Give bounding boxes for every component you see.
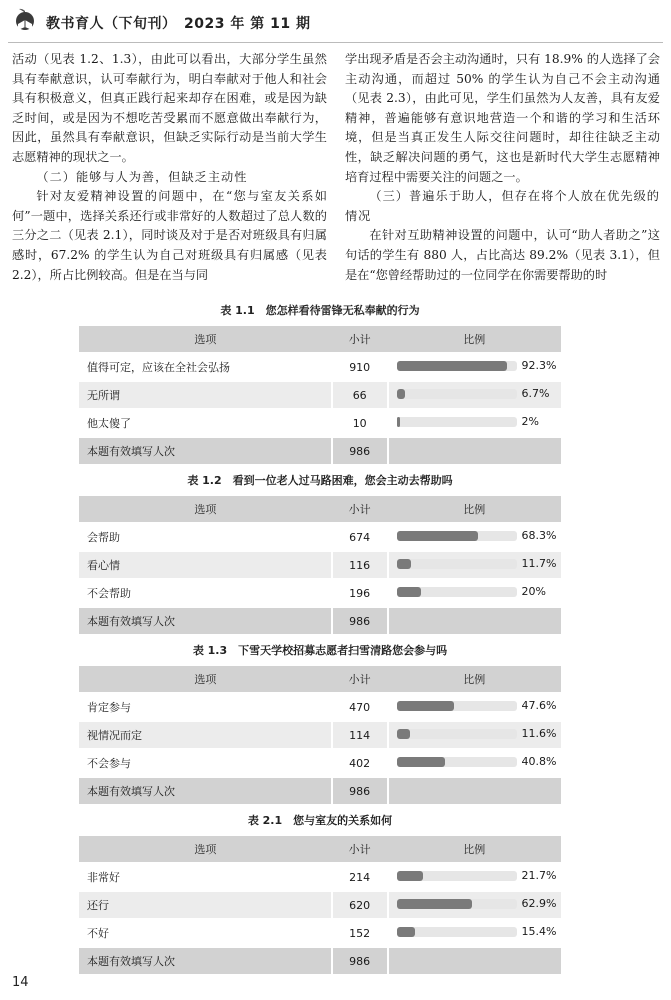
ratio-cell [388, 863, 562, 891]
survey-table-block [79, 302, 561, 466]
table-caption: 表 1.2 看到一位老人过马路困难，您会主动去帮助吗 [187, 474, 453, 487]
table-total-row [79, 777, 561, 805]
count-cell: 66 [332, 381, 388, 409]
option-cell: 非常好 [79, 863, 332, 891]
percent-label: 40.8% [521, 755, 557, 768]
table-row [79, 381, 561, 409]
progress-track [397, 927, 517, 937]
table-total-row [79, 607, 561, 635]
header-option: 选项 [79, 836, 332, 863]
count-cell: 10 [332, 409, 388, 437]
progress-fill [397, 559, 411, 569]
percent-label: 47.6% [521, 699, 557, 712]
option-cell: 他太傻了 [79, 409, 332, 437]
table-row [79, 579, 561, 607]
article-body [12, 50, 662, 282]
total-label: 本题有效填写人次 [79, 777, 332, 805]
progress-track [397, 757, 517, 767]
survey-table [79, 496, 561, 636]
progress-track [397, 361, 517, 371]
header-ratio: 比例 [388, 836, 562, 863]
progress-fill [397, 531, 479, 541]
journal-title: 教书育人（下旬刊） 2023 年 第 11 期 [46, 16, 311, 32]
table-header-row [79, 496, 561, 523]
progress-fill [397, 927, 415, 937]
progress-fill [397, 701, 454, 711]
table-total-row [79, 437, 561, 465]
option-cell: 不好 [79, 919, 332, 947]
left-column [12, 50, 327, 285]
progress-fill [397, 899, 472, 909]
percent-label: 11.6% [521, 727, 557, 740]
header-ratio: 比例 [388, 326, 561, 353]
page-header [8, 4, 663, 38]
total-empty-cell [388, 437, 561, 465]
progress-fill [397, 729, 411, 739]
header-ratio: 比例 [388, 666, 562, 693]
option-cell: 不会帮助 [79, 579, 332, 607]
progress-fill [397, 361, 508, 371]
header-count: 小计 [332, 836, 388, 863]
progress-fill [397, 389, 405, 399]
table-header-row [79, 666, 561, 693]
progress-track [397, 531, 517, 541]
table-header-row [79, 836, 561, 863]
section-heading: （三）普遍乐于助人，但存在将个人放在优先级的情况 [345, 189, 660, 223]
table-total-row [79, 947, 561, 975]
count-cell: 674 [332, 523, 388, 551]
option-cell: 无所谓 [79, 381, 332, 409]
percent-label: 21.7% [521, 869, 557, 882]
progress-track [397, 559, 517, 569]
paragraph: 在针对互助精神设置的问题中，认可“助人者助之”这句话的学生有 880 人，占比高达 89.2%（见表 3.1），但是在“您曾经帮助过的一位同学在你需要帮助的时 [345, 228, 660, 282]
ratio-cell [388, 919, 562, 947]
table-row [79, 863, 561, 891]
ratio-cell [388, 749, 562, 777]
table-row [79, 891, 561, 919]
survey-table-block [79, 812, 561, 976]
survey-table [79, 666, 561, 806]
total-count: 986 [332, 437, 388, 465]
ratio-cell [388, 721, 562, 749]
option-cell: 肯定参与 [79, 693, 332, 721]
option-cell: 看心情 [79, 551, 332, 579]
ratio-cell [388, 381, 561, 409]
progress-fill [397, 871, 423, 881]
ratio-cell [388, 551, 562, 579]
book-apple-logo-icon [12, 6, 38, 34]
table-row [79, 693, 561, 721]
table-row [79, 353, 561, 381]
percent-label: 92.3% [521, 359, 557, 372]
header-ratio: 比例 [388, 496, 562, 523]
survey-table [79, 836, 561, 976]
progress-track [397, 701, 517, 711]
count-cell: 910 [332, 353, 388, 381]
paragraph: 活动（见表 1.2、1.3），由此可以看出，大部分学生虽然具有奉献意识，认可奉献行为，明白奉献对于他人和社会具有积极意义，但真正践行起来却存在困难，或是因为缺乏时间，或是因为不想吃苦受累而不愿意做出奉献行为，因此，虽然具有奉献意识，但缺乏实际行动是当前大学生志愿精神的现状之一。 [12, 52, 327, 164]
percent-label: 15.4% [521, 925, 557, 938]
survey-table-block [79, 472, 561, 636]
table-caption: 表 2.1 您与室友的关系如何 [247, 814, 393, 827]
ratio-cell [388, 693, 562, 721]
right-column [345, 50, 660, 285]
page-number: 14 [12, 975, 29, 990]
percent-label: 68.3% [521, 529, 557, 542]
percent-label: 20% [521, 585, 546, 598]
total-count: 986 [332, 777, 388, 805]
count-cell: 116 [332, 551, 388, 579]
total-label: 本题有效填写人次 [79, 947, 332, 975]
percent-label: 62.9% [521, 897, 557, 910]
header-count: 小计 [332, 496, 388, 523]
option-cell: 视情况而定 [79, 721, 332, 749]
table-row [79, 523, 561, 551]
survey-table [79, 326, 561, 466]
section-heading: （二）能够与人为善，但缺乏主动性 [36, 169, 248, 184]
total-empty-cell [388, 607, 562, 635]
count-cell: 152 [332, 919, 388, 947]
total-empty-cell [388, 777, 562, 805]
table-caption: 表 1.3 下雪天学校招募志愿者扫雪清路您会参与吗 [192, 644, 448, 657]
option-cell: 不会参与 [79, 749, 332, 777]
paragraph: 针对友爱精神设置的问题中，在“您与室友关系如何”一题中，选择关系还行或非常好的人数超过了总人数的三分之二（见表 2.1），同时谈及对于是否对班级具有归属感时，67.2% 的学生认为自己对班级具有归属感（见表 2.2），所占比例较高。但是在当与同 [12, 189, 327, 282]
header-rule [8, 42, 663, 43]
count-cell: 620 [332, 891, 388, 919]
paragraph: 学出现矛盾是否会主动沟通时，只有 18.9% 的人选择了会主动沟通，而超过 50% 的学生认为自己不会主动沟通（见表 2.3），由此可见，学生们虽然为人友善，具有友爱精神，普遍能够有意识地营造一个和谐的学习和生活环境，但是当真正发生人际交往问题时，却往往缺乏主动性，缺乏解决问题的勇气，这也是新时代大学生志愿精神培育过程中需要关注的问题之一。 [345, 52, 660, 184]
table-row [79, 721, 561, 749]
progress-track [397, 729, 517, 739]
progress-track [397, 389, 517, 399]
table-caption: 表 1.1 您怎样看待雷锋无私奉献的行为 [220, 304, 420, 317]
table-row [79, 919, 561, 947]
total-empty-cell [388, 947, 562, 975]
header-option: 选项 [79, 326, 332, 353]
progress-fill [397, 417, 400, 427]
progress-fill [397, 587, 421, 597]
table-row [79, 551, 561, 579]
total-count: 986 [332, 947, 388, 975]
progress-track [397, 871, 517, 881]
progress-track [397, 899, 517, 909]
option-cell: 会帮助 [79, 523, 332, 551]
ratio-cell [388, 409, 561, 437]
table-row [79, 749, 561, 777]
table-row [79, 409, 561, 437]
count-cell: 114 [332, 721, 388, 749]
ratio-cell [388, 579, 562, 607]
percent-label: 6.7% [521, 387, 550, 400]
header-count: 小计 [332, 326, 388, 353]
count-cell: 196 [332, 579, 388, 607]
count-cell: 402 [332, 749, 388, 777]
total-label: 本题有效填写人次 [79, 437, 332, 465]
count-cell: 470 [332, 693, 388, 721]
option-cell: 值得可定，应该在全社会弘扬 [79, 353, 332, 381]
percent-label: 11.7% [521, 557, 557, 570]
progress-track [397, 587, 517, 597]
percent-label: 2% [521, 415, 539, 428]
ratio-cell [388, 891, 562, 919]
progress-fill [397, 757, 446, 767]
survey-table-block [79, 642, 561, 806]
progress-track [397, 417, 517, 427]
total-count: 986 [332, 607, 388, 635]
ratio-cell [388, 353, 561, 381]
option-cell: 还行 [79, 891, 332, 919]
header-option: 选项 [79, 666, 332, 693]
header-option: 选项 [79, 496, 332, 523]
count-cell: 214 [332, 863, 388, 891]
header-count: 小计 [332, 666, 388, 693]
table-header-row [79, 326, 561, 353]
total-label: 本题有效填写人次 [79, 607, 332, 635]
ratio-cell [388, 523, 562, 551]
